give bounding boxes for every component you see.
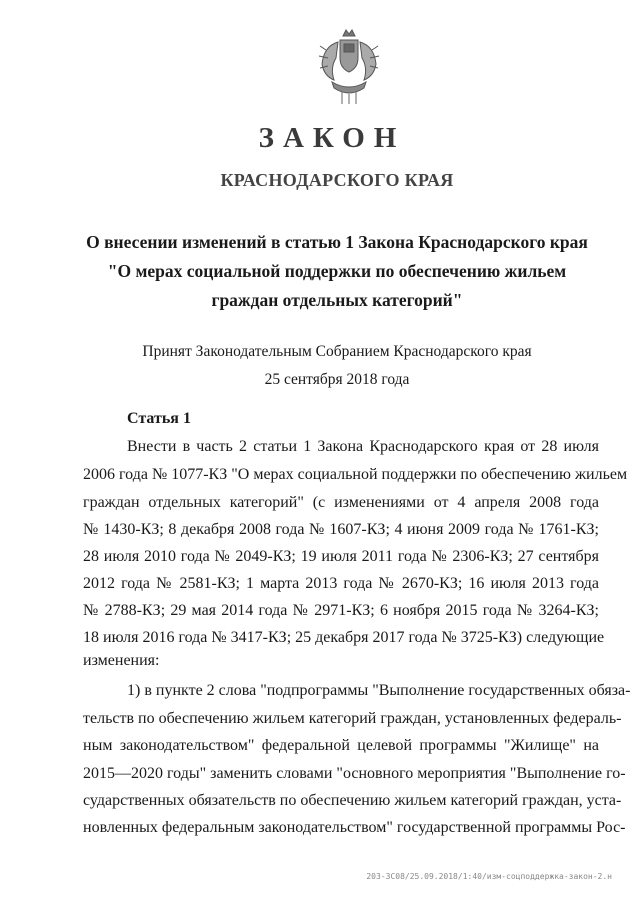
body-line: 18 июля 2016 года № 3417-КЗ; 25 декабря 2017 года № 3725-КЗ) следующие — [83, 629, 605, 646]
adopted-line: Принят Законодательным Собранием Краснодарского края — [142, 343, 532, 360]
body-line: 2015—2020 годы" заменить словами "основного мероприятия "Выполнение го- — [83, 765, 626, 782]
document-title: ЗАКОН — [258, 122, 406, 154]
body-line: Внести в часть 2 статьи 1 Закона Краснодарского края от 28 июля — [127, 438, 599, 455]
heading-line: граждан отдельных категорий" — [211, 290, 463, 310]
body-line: 2012 года № 2581-КЗ; 1 марта 2013 года № 2670-КЗ; 16 июля 2013 года — [83, 575, 599, 592]
heading-line: "О мерах социальной поддержки по обеспечению жильем — [107, 261, 567, 281]
coat-of-arms-icon — [316, 28, 382, 106]
body-line: тельств по обеспечению жильем категорий граждан, установленных федераль- — [83, 710, 622, 727]
body-line: № 2788-КЗ; 29 мая 2014 года № 2971-КЗ; 6 ноября 2015 года № 3264-КЗ; — [83, 602, 599, 619]
body-line: № 1430-КЗ; 8 декабря 2008 года № 1607-КЗ; 4 июня 2009 года № 1761-КЗ; — [83, 521, 599, 538]
body-line: новленных федеральным законодательством" государственной программы Рос- — [83, 819, 626, 836]
body-line: 28 июля 2010 года № 2049-КЗ; 19 июля 2011 года № 2306-КЗ; 27 сентября — [83, 548, 599, 565]
body-line: граждан отдельных категорий" (с изменениями от 4 апреля 2008 года — [83, 494, 599, 511]
body-line: ным законодательством" федеральной целевой программы "Жилище" на — [83, 737, 599, 754]
document-footer-id: 203-ЗС08/25.09.2018/1:40/изм-соцподдержка-закон-2.н — [366, 872, 612, 881]
body-line: 2006 года № 1077-КЗ "О мерах социальной поддержки по обеспечению жильем — [83, 466, 628, 483]
heading-line: О внесении изменений в статью 1 Закона Краснодарского края — [86, 232, 588, 252]
adopted-date: 25 сентября 2018 года — [264, 371, 410, 388]
body-line: изменения: — [83, 652, 160, 669]
document-subtitle: КРАСНОДАРСКОГО КРАЯ — [220, 170, 454, 190]
article-title: Статья 1 — [127, 410, 191, 427]
body-line: 1) в пункте 2 слова "подпрограммы "Выполнение государственных обяза- — [127, 682, 631, 699]
body-line: сударственных обязательств по обеспечению жильем категорий граждан, уста- — [83, 792, 622, 809]
